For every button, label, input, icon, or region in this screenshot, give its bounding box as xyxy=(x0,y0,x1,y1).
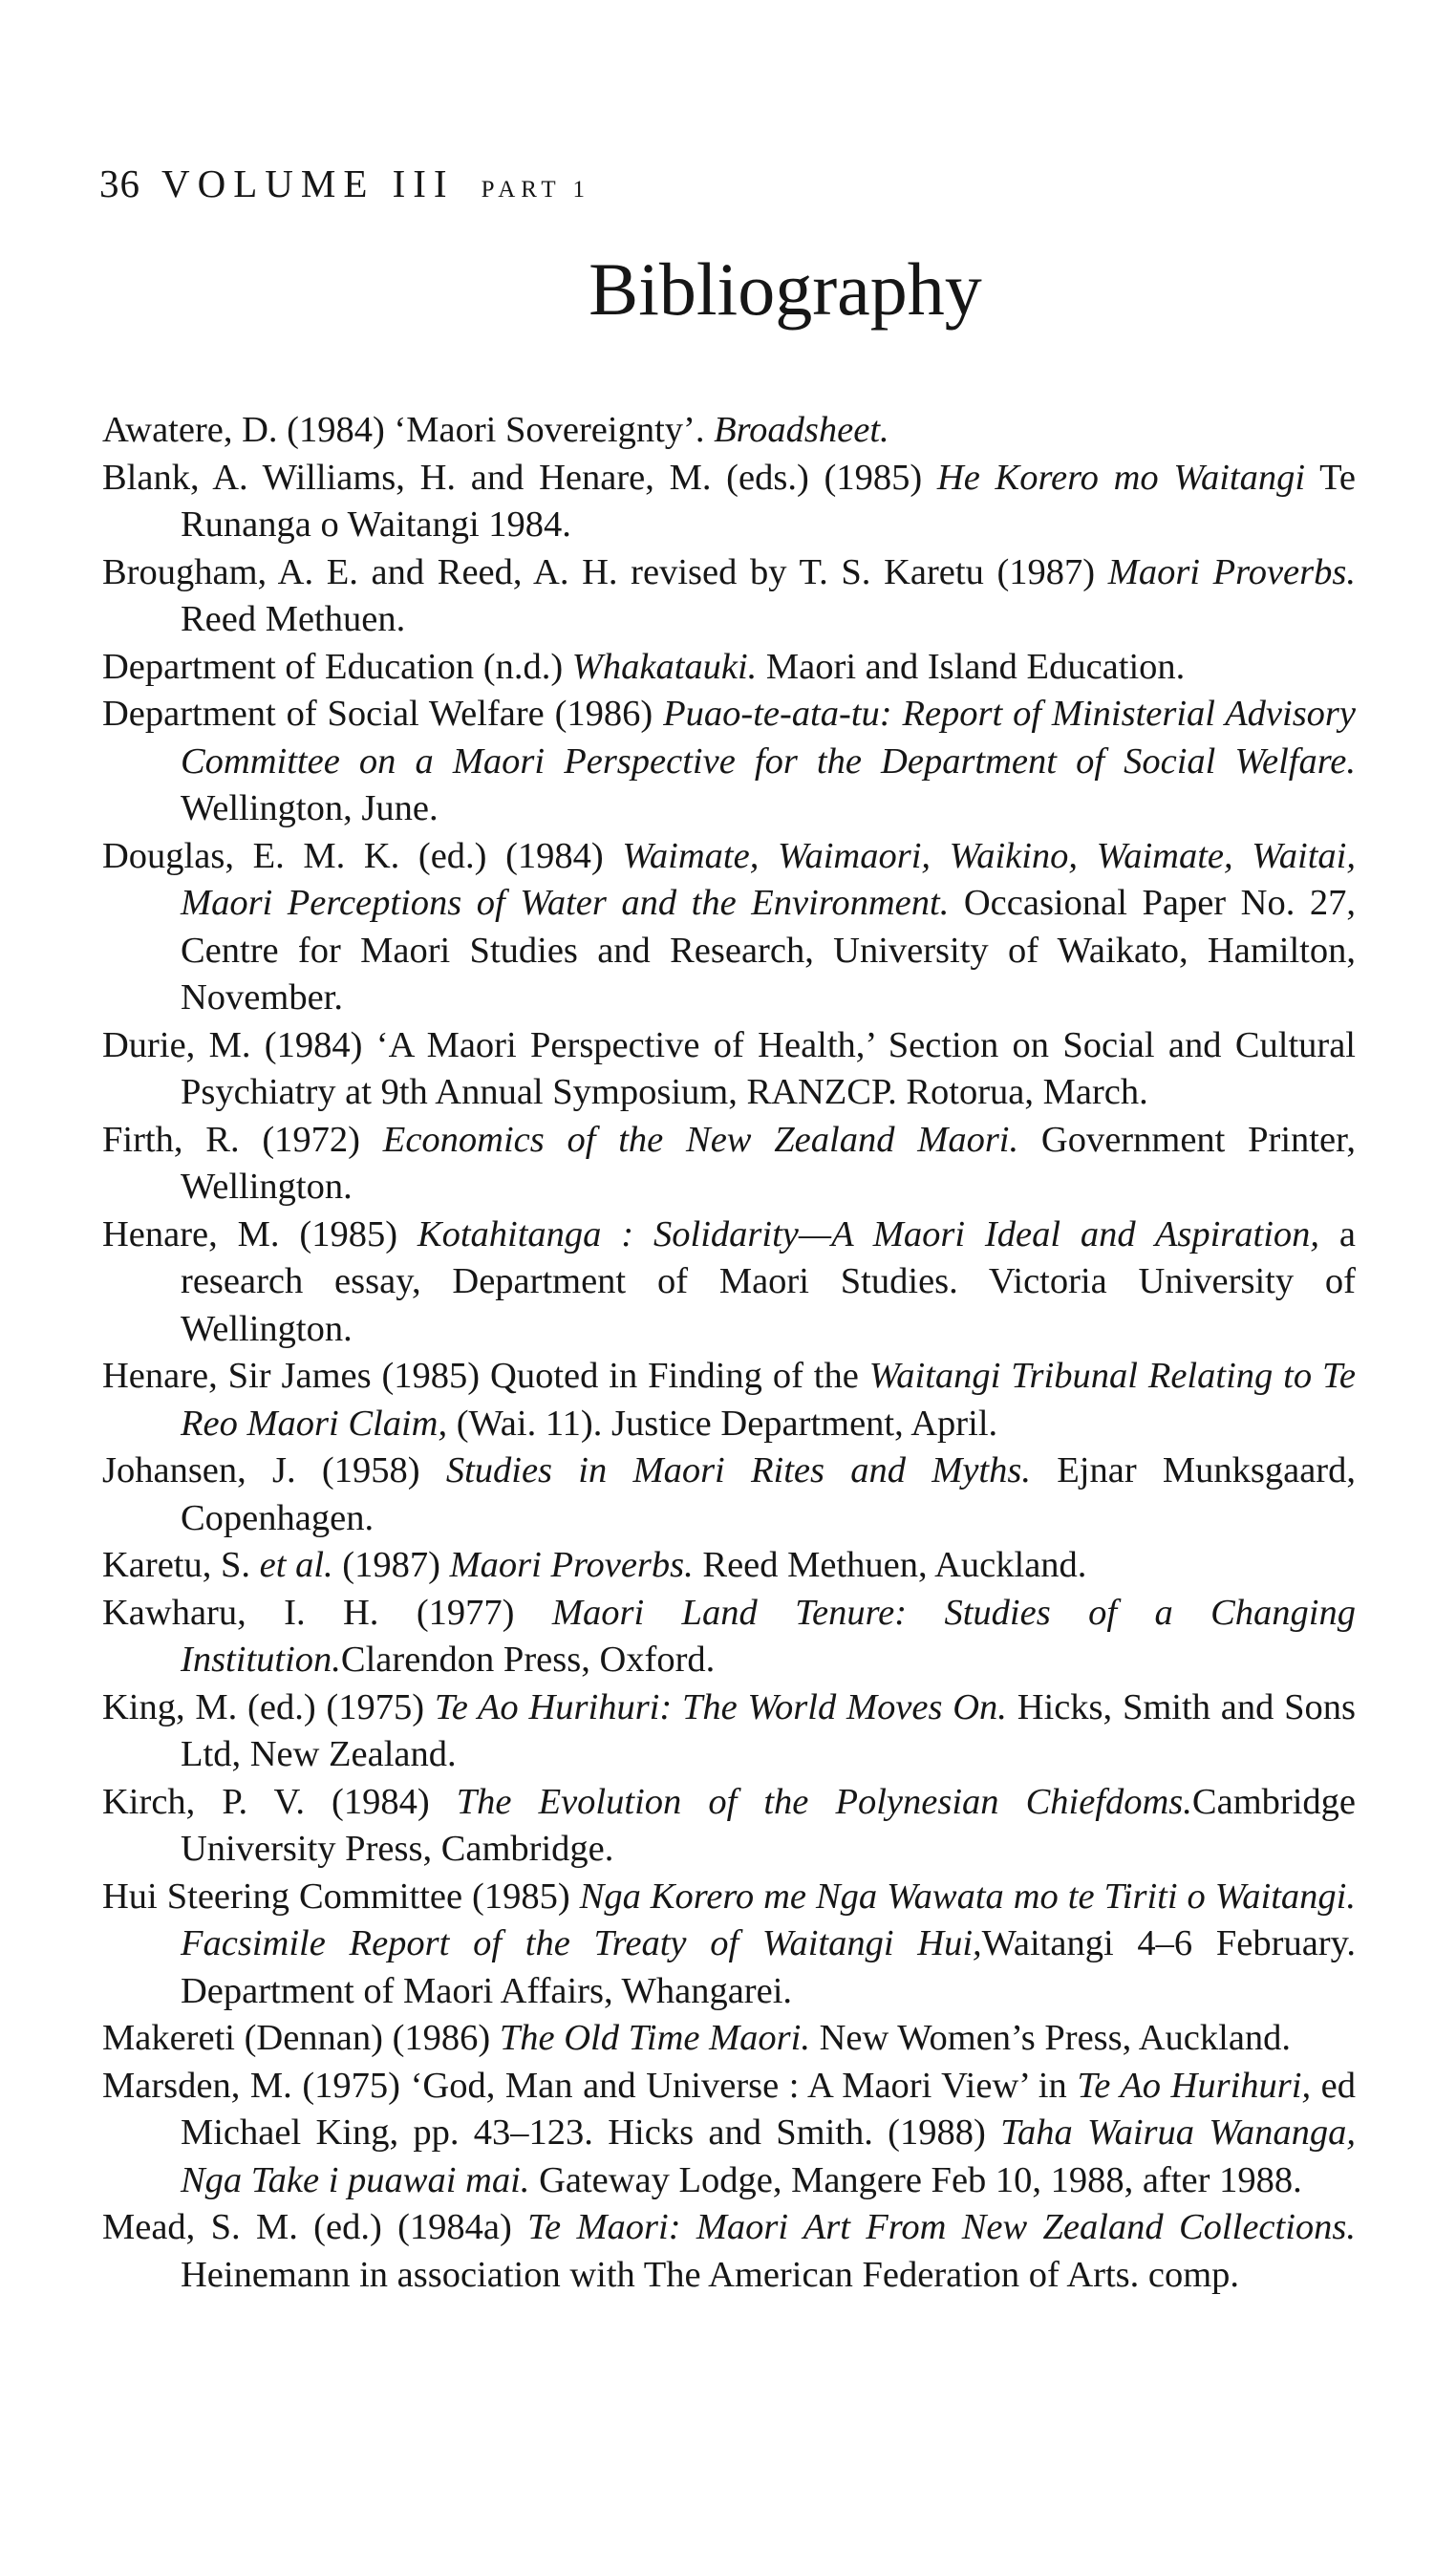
running-head xyxy=(99,161,590,206)
bib-entry: Marsden, M. (1975) ‘God, Man and Universe : A Maori View’ in Te Ao Hurihuri, ed Michael King, pp. 43–123. Hicks and Smith. (1988) Taha Wairua Wananga, Nga Take i puawai mai. Gateway Lodge, Mangere Feb 10, 1988, after 1988. xyxy=(102,2065,1357,2200)
bib-entry: Brougham, A. E. and Reed, A. H. revised by T. S. Karetu (1987) Maori Proverbs. Reed Methuen. xyxy=(102,551,1356,639)
bib-entry: Makereti (Dennan) (1986) The Old Time Maori. New Women’s Press, Auckland. xyxy=(102,2018,1292,2058)
bib-entry: Henare, Sir James (1985) Quoted in Finding of the Waitangi Tribunal Relating to Te Reo Maori Claim, (Wai. 11). Justice Department, April. xyxy=(102,1356,1356,1444)
bib-entry: Karetu, S. et al. (1987) Maori Proverbs. Reed Methuen, Auckland. xyxy=(102,1545,1087,1585)
bib-entry: Blank, A. Williams, H. and Henare, M. (eds.) (1985) He Korero mo Waitangi Te Runanga o Waitangi 1984. xyxy=(102,457,1357,545)
bib-entry: Durie, M. (1984) ‘A Maori Perspective of Health,’ Section on Social and Cultural Psychiatry at 9th Annual Symposium, RANZCP. Rotorua, March. xyxy=(102,1024,1356,1112)
bib-entry: Johansen, J. (1958) Studies in Maori Rites and Myths. Ejnar Munksgaard, Copenhagen. xyxy=(102,1450,1356,1538)
bib-entry: King, M. (ed.) (1975) Te Ao Hurihuri: The World Moves On. Hicks, Smith and Sons Ltd, New Zealand. xyxy=(102,1686,1356,1774)
part-label: PART 1 xyxy=(481,177,590,203)
bib-entry: Henare, M. (1985) Kotahitanga : Solidarity—A Maori Ideal and Aspiration, a research essay, Department of Maori Studies. Victoria University of Wellington. xyxy=(102,1213,1357,1349)
page-title: Bibliography xyxy=(589,247,982,331)
bib-entry: Kawharu, I. H. (1977) Maori Land Tenure: Studies of a Changing Institution.Clarendon Press, Oxford. xyxy=(102,1592,1356,1680)
bib-entry: Kirch, P. V. (1984) The Evolution of the Polynesian Chiefdoms.Cambridge University Press, Cambridge. xyxy=(102,1781,1356,1869)
bib-entry: Douglas, E. M. K. (ed.) (1984) Waimate, Waimaori, Waikino, Waimate, Waitai, Maori Perceptions of Water and the Environment. Occasional Paper No. 27, Centre for Maori Studies and Research, University of Waikato, Hamilton, November. xyxy=(102,835,1356,1018)
bibliography-list xyxy=(102,407,1356,2299)
bib-entry: Hui Steering Committee (1985) Nga Korero me Nga Wawata mo te Tiriti o Waitangi. Facsimile Report of the Treaty of Waitangi Hui,Waitangi 4–6 February. Department of Maori Affairs, Whangarei. xyxy=(102,1876,1356,2011)
bib-entry: Mead, S. M. (ed.) (1984a) Te Maori: Maori Art From New Zealand Collections. Heinemann in association with The American Federation of Arts. comp. xyxy=(102,2207,1356,2295)
bib-entry: Awatere, D. (1984) ‘Maori Sovereignty’. Broadsheet. xyxy=(102,410,889,450)
bib-entry: Firth, R. (1972) Economics of the New Zealand Maori. Government Printer, Wellington. xyxy=(102,1119,1356,1207)
page-number: 36 xyxy=(99,161,140,205)
volume-label: VOLUME III xyxy=(161,161,455,205)
bib-entry: Department of Social Welfare (1986) Puao-te-ata-tu: Report of Ministerial Advisory Committee on a Maori Perspective for the Department of Social Welfare. Wellington, June. xyxy=(102,694,1356,828)
bib-entry: Department of Education (n.d.) Whakatauki. Maori and Island Education. xyxy=(102,646,1186,687)
